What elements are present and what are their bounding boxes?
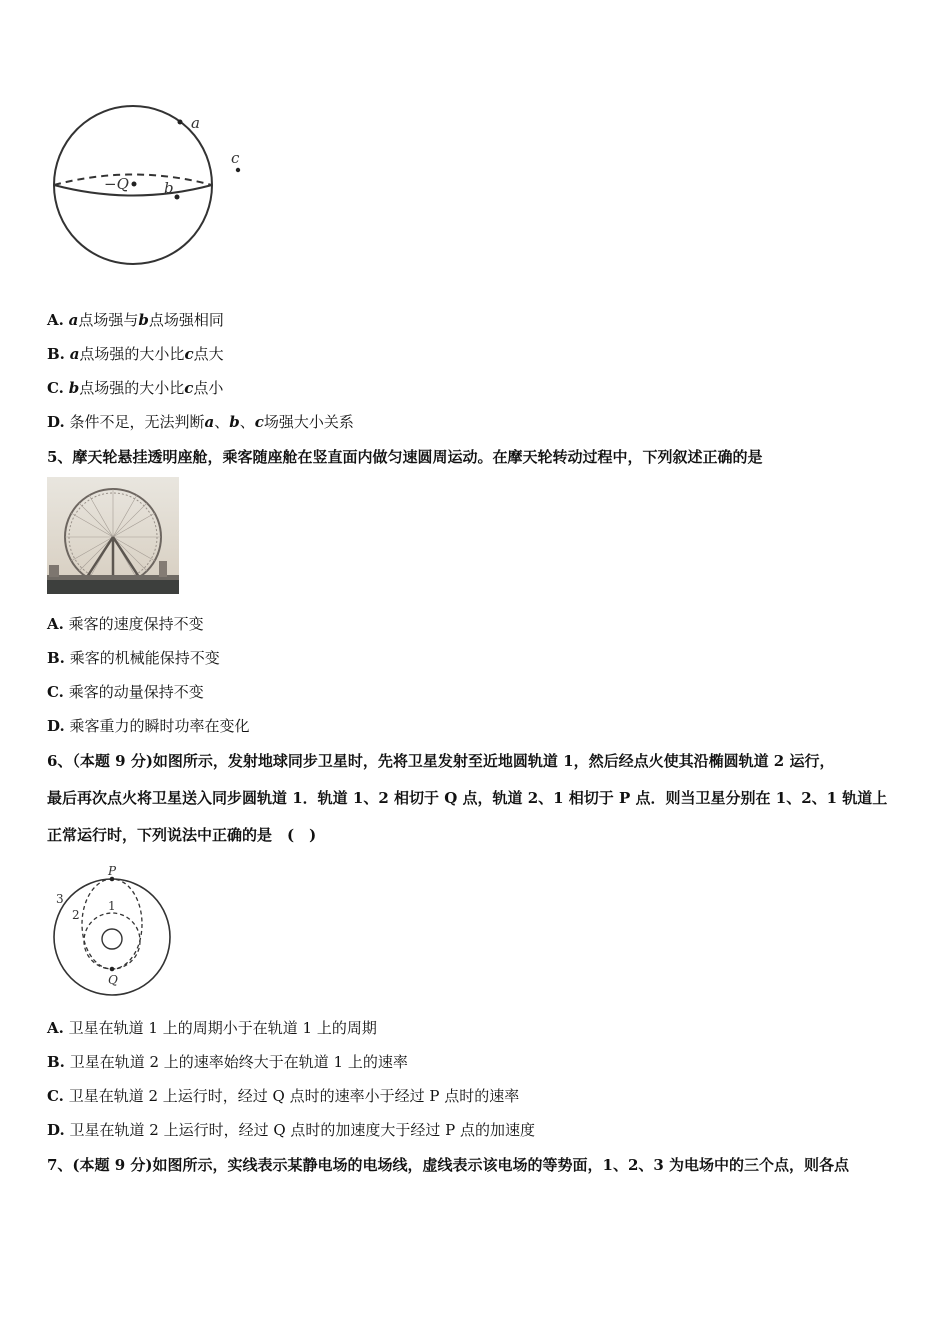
- label-p: P: [108, 864, 117, 878]
- orbit-2: [82, 879, 142, 969]
- q6-stem-line2: 最后再次点火将卫星送入同步圆轨道 1．轨道 1、2 相切于 Q 点，轨道 2、1 相切于 P 点．则当卫星分别在 1、2、1 轨道上: [47, 789, 888, 807]
- orbit-1: [84, 913, 140, 969]
- equator-front: [54, 185, 212, 196]
- orbit-figure: [50, 862, 175, 1002]
- q6-stem-line1: 6、（本题 9 分)如图所示，发射地球同步卫星时，先将卫星发射至近地圆轨道 1，然后经点火使其沿椭圆轨道 2 运行，: [47, 752, 835, 770]
- label-b: b: [164, 179, 174, 197]
- earth: [102, 929, 122, 949]
- q4-option-c: C. b点场强的大小比c点小: [47, 379, 224, 397]
- q6-option-b: B. 卫星在轨道 2 上的速率始终大于在轨道 1 上的速率: [47, 1053, 408, 1071]
- label-orbit-3: 3: [56, 892, 64, 906]
- label-c: c: [231, 149, 240, 167]
- q7-stem-line1: 7、(本题 9 分)如图所示，实线表示某静电场的电场线，虚线表示该电场的等势面，1、2、3 为电场中的三个点，则各点: [47, 1156, 850, 1174]
- label-neg-q: −Q: [104, 175, 129, 193]
- q6-option-d: D. 卫星在轨道 2 上运行时，经过 Q 点时的加速度大于经过 P 点的加速度: [47, 1121, 536, 1139]
- q5-stem: 5、摩天轮悬挂透明座舱，乘客随座舱在竖直面内做匀速圆周运动。在摩天轮转动过程中，下列叙述正确的是: [47, 448, 763, 466]
- q5-option-c: C. 乘客的动量保持不变: [47, 683, 204, 701]
- point-q: [110, 967, 115, 972]
- label-a: a: [191, 114, 200, 132]
- label-q: Q: [108, 973, 118, 987]
- building-right: [159, 561, 167, 577]
- point-q: [132, 182, 137, 187]
- q6-option-c: C. 卫星在轨道 2 上运行时，经过 Q 点时的速率小于经过 P 点时的速率: [47, 1087, 520, 1105]
- river: [47, 580, 179, 594]
- q4-option-b: B. a点场强的大小比c点大: [47, 345, 224, 363]
- label-orbit-1: 1: [108, 899, 116, 913]
- point-c: [236, 168, 240, 172]
- point-a: [178, 120, 183, 125]
- q4-option-a: A. a点场强与b点场强相同: [47, 311, 224, 329]
- sphere-figure: [48, 100, 258, 270]
- ferris-wheel-photo: [47, 477, 179, 594]
- point-b: [175, 195, 180, 200]
- q4-option-d: D. 条件不足，无法判断a、b、c场强大小关系: [47, 413, 354, 431]
- q5-option-b: B. 乘客的机械能保持不变: [47, 649, 220, 667]
- label-orbit-2: 2: [72, 908, 80, 922]
- building-left: [49, 565, 59, 577]
- q5-option-a: A. 乘客的速度保持不变: [47, 615, 204, 633]
- q6-stem-line3: 正常运行时，下列说法中正确的是 ( ): [47, 826, 317, 844]
- q6-option-a: A. 卫星在轨道 1 上的周期小于在轨道 1 上的周期: [47, 1019, 377, 1037]
- q5-option-d: D. 乘客重力的瞬时功率在变化: [47, 717, 250, 735]
